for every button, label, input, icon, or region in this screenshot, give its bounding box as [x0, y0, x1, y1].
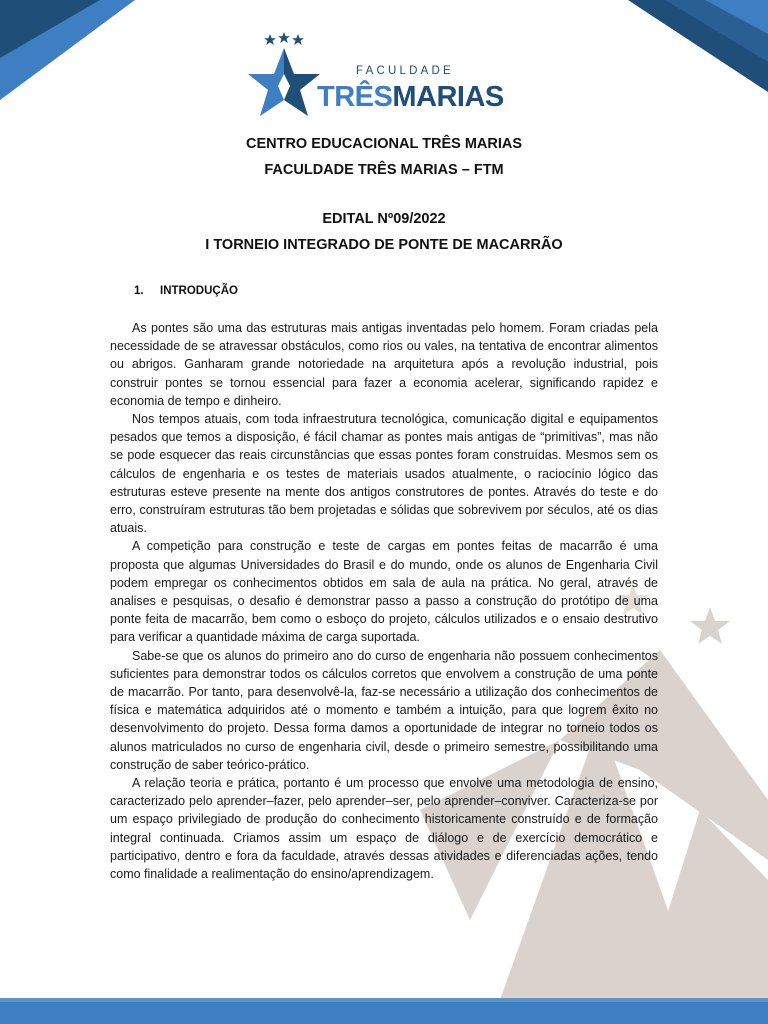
faculty-logo: [244, 30, 504, 120]
edital-title: I TORNEIO INTEGRADO DE PONTE DE MACARRÃO: [205, 237, 563, 253]
paragraph: Nos tempos atuais, com toda infraestrutura tecnológica, comunicação digital e equipamentos pesados que temos a disposição, é fácil chamar as pontes mais antigas de “primitivas”, mas não se pode esquecer das reais circunstâncias que essas pontes foram construídas. Mesmos sem os cálculos de engenharia e os testes de materiais usados atualmente, o raciocínio lógico das estruturas esteve presente na mente dos antigos construtores de pontes. Através do teste e do erro, construíram estruturas tão bem projetadas e sólidas que sobrevivem por séculos, até os dias atuais.: [110, 412, 658, 536]
logo-faculdade-text: FACULDADE: [356, 65, 454, 77]
faculty-name: FACULDADE TRÊS MARIAS – FTM: [264, 162, 504, 178]
star-logo-icon: [244, 30, 324, 120]
institution-name: CENTRO EDUCACIONAL TRÊS MARIAS: [245, 136, 523, 152]
paragraph: As pontes são uma das estruturas mais antigas inventadas pelo homem. Foram criadas pela necessidade de se atravessar obstáculos, como rios ou vales, na tentativa de encontrar alimentos ou abrigos. Ganharam grande notoriedade na arquitetura após a revolução industrial, pois construir pontes se tornou essencial para fazer a economia acelerar, significando rapidez e economia de tempo e dinheiro.: [110, 321, 658, 408]
section-heading: [134, 285, 238, 297]
paragraph: A competição para construção e teste de cargas em pontes feitas de macarrão é uma proposta que algumas Universidades do Brasil e do mundo, onde os alunos de Engenharia Civil podem empregar os conhecimentos obtidos em sala de aula na prática. No geral, através de analises e pesquisas, o desafio é demonstrar passo a passo a construção do protótipo de uma ponte feita de macarrão, bem como o esboço do projeto, cálculos utilizados e o ensaio destrutivo para verificar a quantidade máxima de carga suportada.: [110, 539, 658, 645]
logo-name-text: [317, 80, 504, 114]
logo-name-part2: MARIAS: [392, 81, 504, 113]
introduction-body: [110, 319, 658, 883]
paragraph: Sabe-se que os alunos do primeiro ano do curso de engenharia não possuem conhecimentos suficientes para demonstrar todos os cálculos corretos que envolvem a construção de uma ponte de macarrão. Por tanto, para desenvolvê-la, faz-se necessário a utilização dos conhecimentos de física e matemática adquiridos até o momento e também a intuição, para que logrem êxito no desenvolvimento do projeto. Dessa forma damos a oportunidade de integrar no torneio todos os alunos matriculados no curso de engenharia civil, desde o primeiro semestre, possibilitando uma construção de saber teórico-prático.: [110, 648, 658, 772]
section-title: INTRODUÇÃO: [160, 285, 238, 297]
paragraph: A relação teoria e prática, portanto é um processo que envolve uma metodologia de ensino, caracterizado pelo aprender–fazer, pelo aprender–ser, pelo aprender–conviver. Caracteriza-se por um espaço privilegiado de produção do conhecimento historicamente construído e de formação integral continuada. Criamos assim um espaço de diálogo e de exercício democrático e participativo, dentro e fora da faculdade, através dessas atividades e diferenciadas ações, tendo como finalidade a realimentação do ensino/aprendizagem.: [110, 776, 658, 882]
logo-name-part1: TRÊS: [317, 81, 393, 113]
edital-number: EDITAL Nº09/2022: [322, 211, 446, 227]
section-number: 1.: [134, 285, 144, 297]
